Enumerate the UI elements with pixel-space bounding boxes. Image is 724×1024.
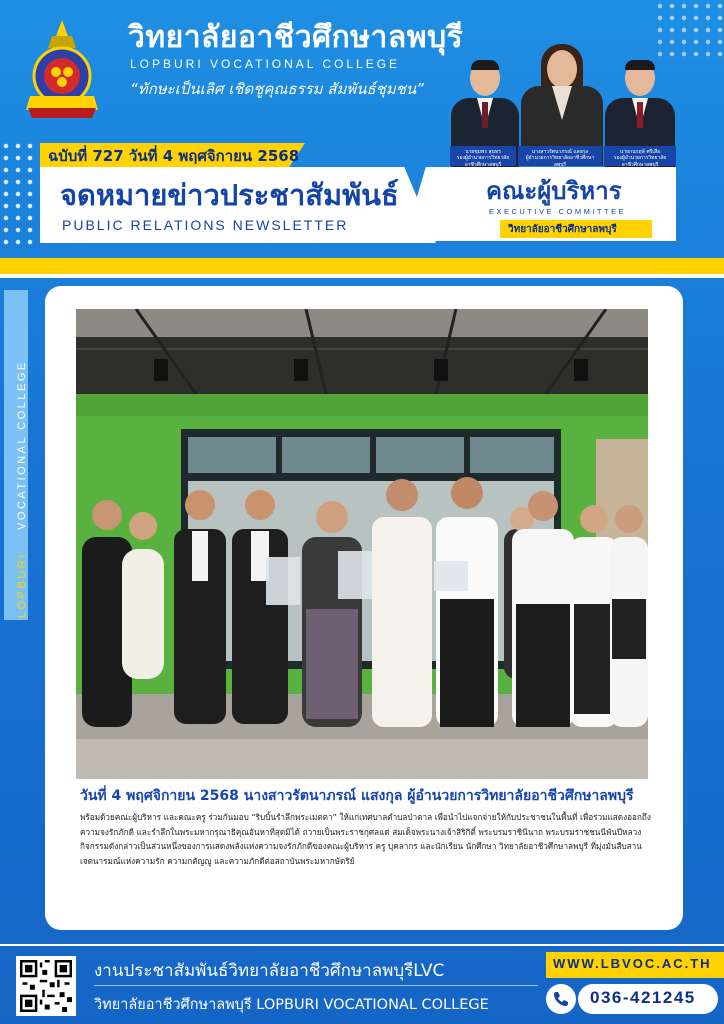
newsletter-title-th: จดหมายข่าวประชาสัมพันธ์ [60, 178, 399, 212]
issue-number-date: ฉบับที่ 727 วันที่ 4 พฤศจิกายน 2568 [48, 147, 300, 165]
newsletter-title-en: PUBLIC RELATIONS NEWSLETTER [62, 217, 349, 233]
executive-committee-title-th: คณะผู้บริหาร [486, 177, 622, 205]
executive-caption: นายชุมพร สุนทร รองผู้อำนวยการวิทยาลัยอาชีวศึกษาลพบุรี [450, 146, 516, 166]
executive-committee-college: วิทยาลัยอาชีวศึกษาลพบุรี [508, 224, 617, 235]
executive-caption: นางสาวรัตนาภรณ์ แสงกุล ผู้อำนวยการวิทยาลัยอาชีวศึกษาลพบุรี [518, 146, 602, 166]
side-label-college: VOCATIONAL COLLEGE [16, 360, 28, 530]
phone-icon [546, 984, 576, 1014]
article-body: พร้อมด้วยคณะผู้บริหาร และคณะครู ร่วมกันมอบ “ริบบิ้นรำลึกพระเมตตา” ให้แก่เทศบาลตำบลป่าตาล เพื่อนำไปแจกจ่ายให้กับประชาชนในพื้นที่ เพื่อร่วมแสดงออกถึงความจงรักภักดี และรำลึกในพระมหากรุณาธิคุณอันหาที่สุดมิได้ ถวายเป็นพระราชกุศลแด่ สมเด็จพระนางเจ้าสิริกิติ์ พระบรมราชินีนาถ พระบรมราชชนนีพันปีหลวงกิจกรรมดังกล่าวเป็นส่วนหนึ่งของการแสดงพลังแห่งความจงรักภักดีของคณะผู้บริหาร ครู บุคลากร และนักเรียน นักศึกษา วิทยาลัยอาชีวศึกษาลพบุรี ที่มุ่งมั่นสืบสานเจตนารมณ์แห่งความรัก ความกตัญญู และความภักดีต่อสถาบันพระมหากษัตริย์ [80, 812, 651, 866]
website-link[interactable]: WWW.LBVOC.AC.TH [553, 956, 712, 971]
footer-divider-line [0, 944, 724, 946]
article-title: วันที่ 4 พฤศจิกายน 2568 นางสาวรัตนาภรณ์ แสงกุล ผู้อำนวยการวิทยาลัยอาชีวศึกษาลพบุรี [80, 788, 634, 804]
footer-college-name: วิทยาลัยอาชีวศึกษาลพบุรี LOPBURI VOCATIONAL COLLEGE [94, 997, 489, 1013]
college-name-en: LOPBURI VOCATIONAL COLLEGE [130, 57, 401, 71]
event-photo [76, 309, 648, 779]
qr-code-icon [16, 956, 76, 1016]
side-label-text [16, 360, 28, 618]
college-name-th: วิทยาลัยอาชีวศึกษาลพบุรี [128, 20, 464, 55]
college-logo [22, 18, 102, 122]
divider-stripe [0, 274, 724, 278]
executive-caption: นายกนกฤษ์ ศรีเสือ รองผู้อำนวยการวิทยาลัยอาชีวศึกษาลพบุรี [604, 146, 676, 166]
decorative-dots [0, 140, 36, 250]
divider-stripe [0, 258, 724, 274]
side-label-lopburi: LOPBURI [16, 552, 28, 618]
phone-number[interactable]: 036-421245 [590, 988, 696, 1007]
college-motto: “ทักษะเป็นเลิศ เชิดชูคุณธรรม สัมพันธ์ชุมชน” [130, 80, 424, 98]
executive-committee-title-en: EXECUTIVE COMMITTEE [489, 207, 627, 216]
footer-divider [94, 985, 538, 986]
footer-pr-office: งานประชาสัมพันธ์วิทยาลัยอาชีวศึกษาลพบุรีLVC [94, 961, 445, 981]
